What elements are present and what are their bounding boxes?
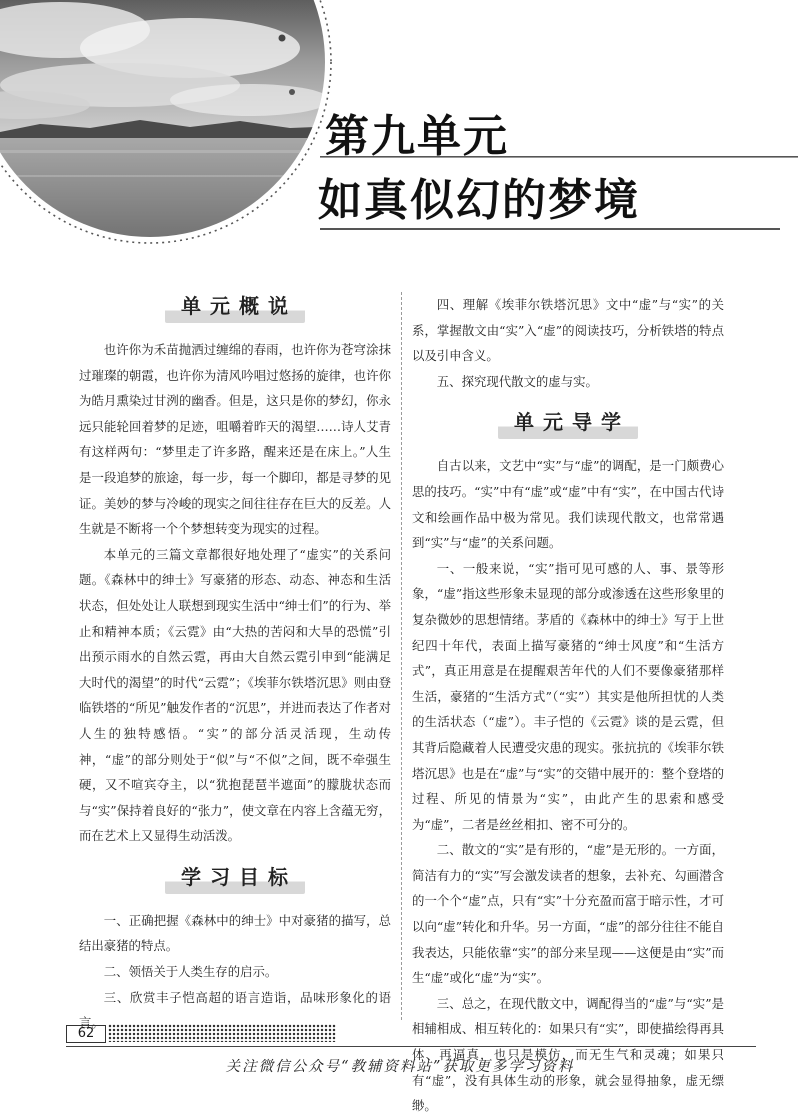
footer-rule [66, 1046, 756, 1047]
goal-item: 一、正确把握《森林中的绅士》中对豪猪的描写，总结出豪猪的特点。 [79, 912, 391, 954]
goal-item: 二、领悟关于人类生存的启示。 [103, 964, 278, 980]
page-number: 62 [66, 1025, 106, 1043]
unit-title: 如真似幻的梦境 [318, 175, 640, 226]
title-underline [320, 228, 780, 230]
overview-paragraph: 本单元的三篇文章都很好地处理了“虚实”的关系问题。《森林中的绅士》写豪猪的形态、动态、神态和生活状态，但处处让人联想到现实生活中“绅士们”的行为、举止和精神本质；《云霓》由“大热的苦闷和大旱的恐慌”引出预示雨水的自然云霓，再由大自然云霓引申到“能满足大时代的渴望”的时代“云霓”；《埃菲尔铁塔沉思》则由登临铁塔的“所见”触发作者的“沉思”，并进而表达了作者对人生的独特感悟。“实”的部分活灵活现，生动传神，“虚”的部分则处于“似”与“不似”之间，既不牵强生硬，又不喧宾夺主，以“犹抱琵琶半遮面”的朦胧状态而与“实”保持着良好的“张力”，使文章在内容上含蕴无穷，而在艺术上又显得生动活泼。 [79, 546, 391, 844]
guide-paragraph: 一、一般来说，“实”指可见可感的人、事、景等形象，“虚”指这些形象未显现的部分或渗透在这些形象里的复杂微妙的思想情绪。茅盾的《森林中的绅士》写于上世纪四十年代，表面上描写豪猪的“绅士风度”和“生活方式”，真正用意是在提醒艰苦年代的人们不要像豪猪那样生活，豪猪的“生活方式”（“实”）其实是他所担忧的人类的生活状态（“虚”）。丰子恺的《云霓》谈的是云霓，但其背后隐藏着人民遭受灾患的现实。张抗抗的《埃菲尔铁塔沉思》也是在“虚”与“实”的交错中展开的：整个登塔的过程、所见的情景为“实”，由此产生的思索和感受为“虚”，二者是丝丝相扣、密不可分的。 [412, 560, 724, 832]
footer-note: 关注微信公众号“教辅资料站”获取更多学习资料 [225, 1059, 575, 1075]
guide-paragraph: 三、总之，在现代散文中，调配得当的“虚”与“实”是相辅相成、相互转化的：如果只有“实”，即使描绘得再具体、再逼真，也只是模仿，而无生气和灵魂；如果只有“虚”，没有具体生动的形象，就会显得抽象，虚无缥缈。 [412, 995, 724, 1114]
overview-paragraph: 也许你为禾苗抛洒过缠绵的春雨，也许你为苍穹涂抹过璀璨的朝霞，也许你为清风吟唱过悠扬的旋律，也许你为皓月熏染过甘洌的幽香。但是，这只是你的梦幻，你永远只能轮回着梦的足迹，咀嚼着昨天的渴望……诗人艾青有这样两句：“梦里走了许多路，醒来还是在床上。”人生是一段追梦的旅途，每一步，每一个脚印，都是寻梦的见证。美妙的梦与冷峻的现实之间往往存在巨大的反差。人生就是不断将一个个梦想转变为现实的过程。 [79, 342, 391, 537]
right-column [412, 292, 724, 1119]
guide-paragraph: 自古以来，文艺中“实”与“虚”的调配，是一门颇费心思的技巧。“实”中有“虚”或“虚”中有“实”，在中国古代诗文和绘画作品中极为常见。我们读现代散文，也常常遇到“实”与“虚”的关系问题。 [412, 458, 724, 551]
page-dot-pattern [108, 1024, 336, 1042]
left-column [79, 292, 391, 1036]
column-divider [401, 292, 402, 1020]
goal-item: 四、理解《埃菲尔铁塔沉思》文中“虚”与“实”的关系，掌握散文由“实”入“虚”的阅读技巧，分析铁塔的特点以及引申含义。 [412, 297, 724, 364]
guide-heading: 单元导学 [412, 408, 724, 439]
guide-paragraph: 二、散文的“实”是有形的，“虚”是无形的。一方面，简洁有力的“实”写会激发读者的想象，去补充、勾画潜含的一个个“虚”点，只有“实”十分充盈而富于暗示性，才可以向“虚”转化和升华。另一方面，“虚”的部分往往不能自我表达，只能依靠“实”的部分来呈现——这便是由“实”而生“虚”或化“虚”为“实”。 [412, 842, 724, 986]
unit-number: 第九单元 [325, 111, 509, 162]
goal-item: 三、欣赏丰子恺高超的语言造诣，品味形象化的语言。 [79, 989, 391, 1031]
goal-item: 五、探究现代散文的虚与实。 [436, 373, 598, 389]
goals-heading: 学习目标 [79, 863, 391, 894]
overview-heading: 单元概说 [79, 292, 391, 323]
